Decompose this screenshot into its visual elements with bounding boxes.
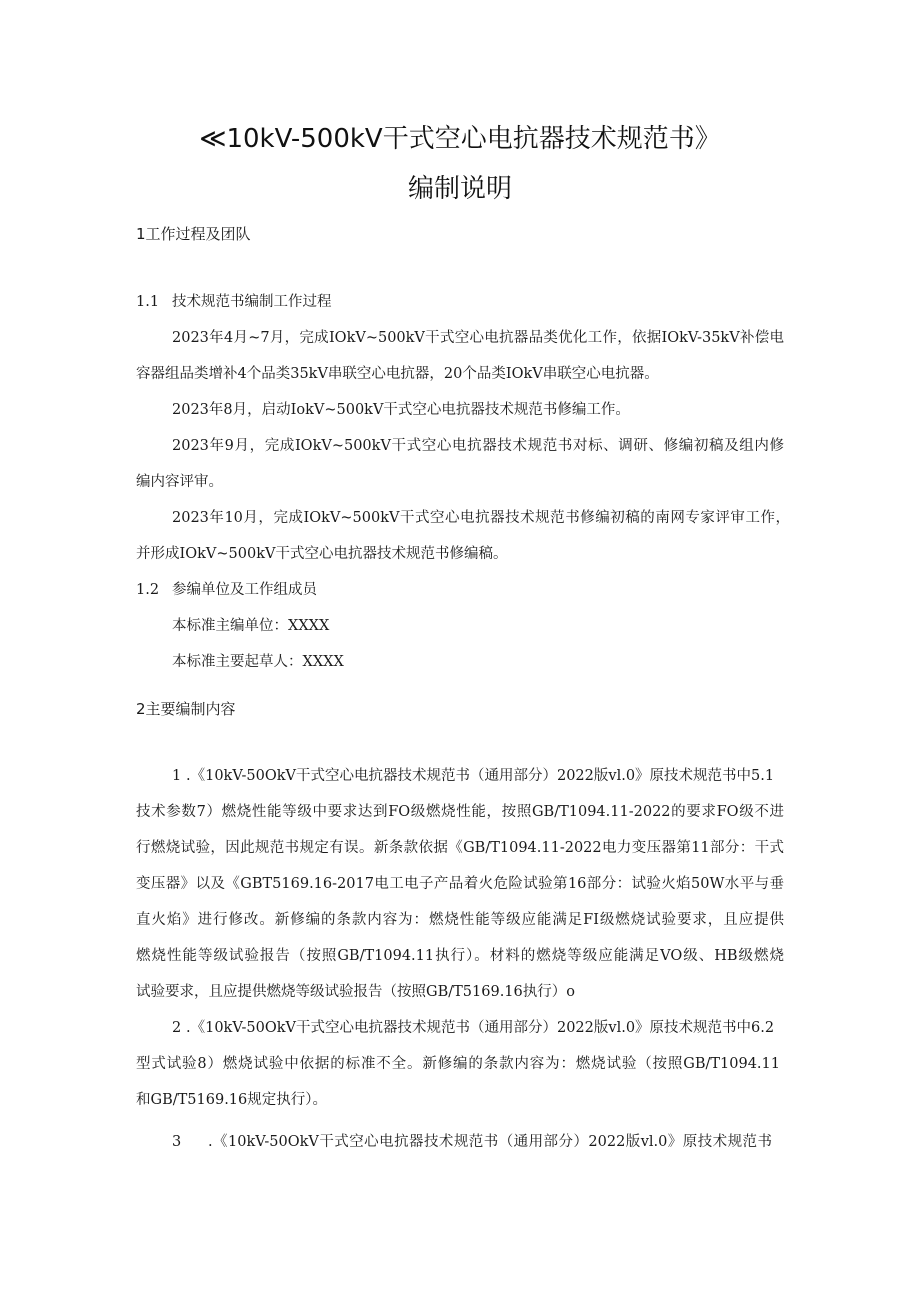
item-1-line-6: 燃烧性能等级试验报告（按照GB/T1094.11执行）。材料的燃烧等级应能满足VO级、HB级燃烧 xyxy=(136,948,784,964)
item-1-line-1: .《10kV-50OkV干式空心电抗器技术规范书（通用部分）2022版vl.0》原技术规范书中5.1 xyxy=(186,768,775,784)
section-1-2-number: 1.2 xyxy=(136,582,160,598)
item-1-line-5: 直火焰》进行修改。新修编的条款内容为：燃烧性能等级应能满足FI级燃烧试验要求，且应提供 xyxy=(136,912,784,928)
paragraph-2-line-1: 2023年8月，启动IokV~500kV干式空心电抗器技术规范书修编工作。 xyxy=(172,402,630,418)
item-1-number: 1 xyxy=(172,768,182,784)
item-2-line-1: .《10kV-50OkV干式空心电抗器技术规范书（通用部分）2022版vl.0》原技术规范书中6.2 xyxy=(186,1020,775,1036)
item-2-line-2: 型式试验8）燃烧试验中依据的标准不全。新修编的条款内容为：燃烧试验（按照GB/T1094.11 xyxy=(136,1056,780,1072)
section-1-2-title: 参编单位及工作组成员 xyxy=(172,582,317,598)
item-1-line-2: 技术参数7）燃烧性能等级中要求达到FO级燃烧性能，按照GB/T1094.11-2022的要求FO级不进 xyxy=(136,804,784,820)
section-2-heading: 2主要编制内容 xyxy=(136,700,236,718)
item-2-line-3: 和GB/T5169.16规定执行）。 xyxy=(136,1092,328,1108)
item-1-line-7: 试验要求，且应提供燃烧等级试验报告（按照GB/T5169.16执行）o xyxy=(136,984,575,1000)
paragraph-4-line-1: 2023年10月，完成IOkV~500kV干式空心电抗器技术规范书修编初稿的南网专家评审工作， xyxy=(172,510,790,526)
item-2-number: 2 xyxy=(172,1020,182,1036)
paragraph-3-line-2: 编内容评审。 xyxy=(136,474,223,490)
document-subtitle: 编制说明 xyxy=(407,174,512,204)
item-3-line-1: .《10kV-50OkV干式空心电抗器技术规范书（通用部分）2022版vl.0》原技术规范书 xyxy=(208,1134,772,1150)
item-3-number: 3 xyxy=(172,1134,182,1150)
item-1-line-4: 变压器》以及《GBT5169.16-2017电工电子产品着火危险试验第16部分：试验火焰50W水平与垂 xyxy=(136,876,784,892)
section-1-heading: 1工作过程及团队 xyxy=(136,225,251,243)
section-1-1-title: 技术规范书编制工作过程 xyxy=(172,294,332,310)
section-1-1-number: 1.1 xyxy=(136,294,160,310)
editor-unit-line: 本标准主编单位：XXXX xyxy=(172,618,330,634)
paragraph-3-line-1: 2023年9月，完成IOkV~500kV干式空心电抗器技术规范书对标、调研、修编初稿及组内修 xyxy=(172,438,784,454)
paragraph-1-line-2: 容器组品类增补4个品类35kV串联空心电抗器，20个品类IOkV串联空心电抗器。 xyxy=(136,366,659,382)
document-title: ≪10kV-500kV干式空心电抗器技术规范书》 xyxy=(199,124,721,154)
drafter-line: 本标准主要起草人：XXXX xyxy=(172,654,344,670)
item-1-line-3: 行燃烧试验，因此规范书规定有误。新条款依据《GB/T1094.11-2022电力变压器第11部分：干式 xyxy=(136,840,784,856)
paragraph-1-line-1: 2023年4月~7月，完成IOkV~500kV干式空心电抗器品类优化工作，依据IOkV-35kV补偿电 xyxy=(172,330,784,346)
paragraph-4-line-2: 并形成IOkV~500kV干式空心电抗器技术规范书修编稿。 xyxy=(136,546,508,562)
